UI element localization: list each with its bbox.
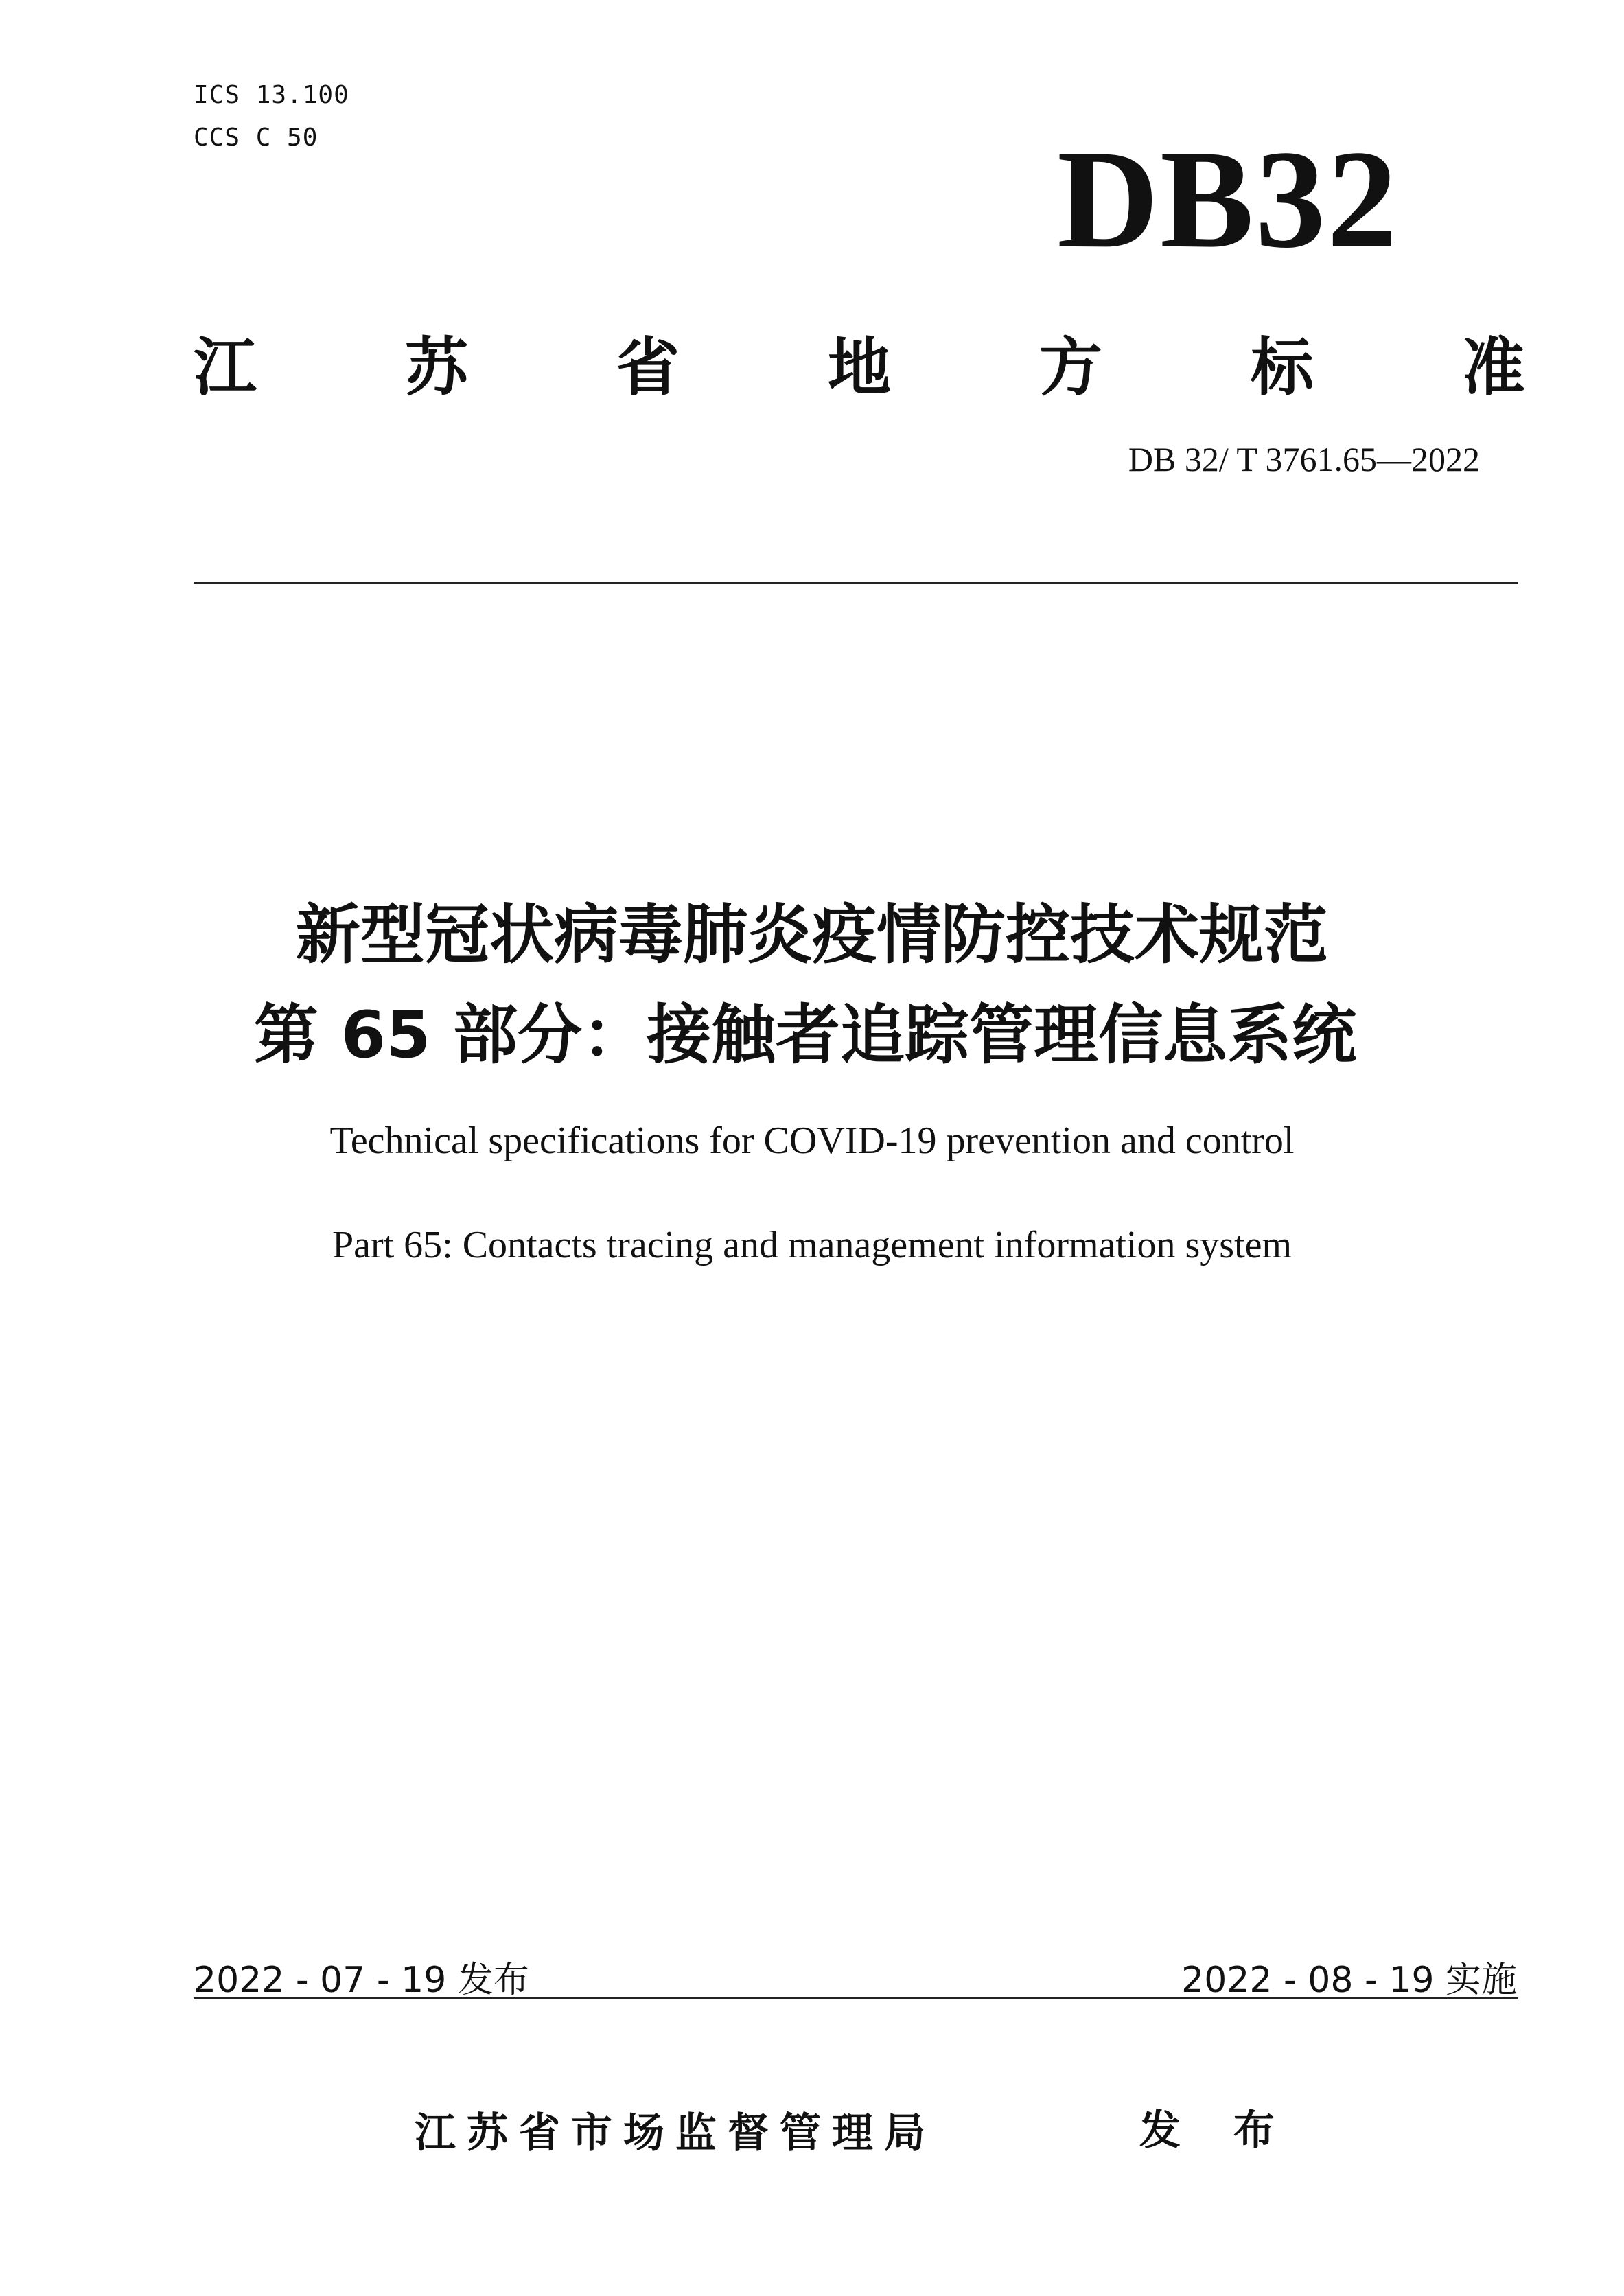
standard-number: DB 32/ T 3761.65—2022 — [1128, 440, 1480, 478]
issue-date: 2022 - 07 - 19 发布 — [194, 1960, 529, 2001]
publish-label: 发 布 — [1139, 2107, 1294, 2155]
title-en-line2: Part 65: Contacts tracing and management information system — [332, 1224, 1292, 1266]
standard-type-heading — [194, 317, 1525, 408]
standard-type-char: 方 — [1039, 331, 1102, 404]
title-zh-line2: 第 65 部分：接触者追踪管理信息系统 — [253, 998, 1357, 1073]
title-en-line1: Technical specifications for COVID-19 prevention and control — [329, 1120, 1295, 1162]
standard-type-char: 省 — [616, 331, 680, 404]
title-zh-line1: 新型冠状病毒肺炎疫情防控技术规范 — [295, 898, 1328, 973]
standard-type-char: 标 — [1250, 331, 1314, 404]
standard-code-logo: DB32 — [1057, 121, 1399, 277]
standard-type-char: 江 — [194, 331, 257, 404]
standard-type-char: 地 — [827, 331, 891, 404]
ics-code: ICS 13.100 — [194, 81, 349, 109]
ccs-code: CCS C 50 — [194, 124, 318, 152]
standard-type-char: 准 — [1461, 331, 1525, 404]
standard-type-char: 苏 — [404, 331, 468, 404]
header-divider — [194, 582, 1518, 584]
publisher-name: 江苏省市场监督管理局 — [415, 2109, 936, 2157]
dates-divider — [194, 1997, 1518, 1999]
implementation-date: 2022 - 08 - 19 实施 — [1181, 1960, 1517, 2001]
